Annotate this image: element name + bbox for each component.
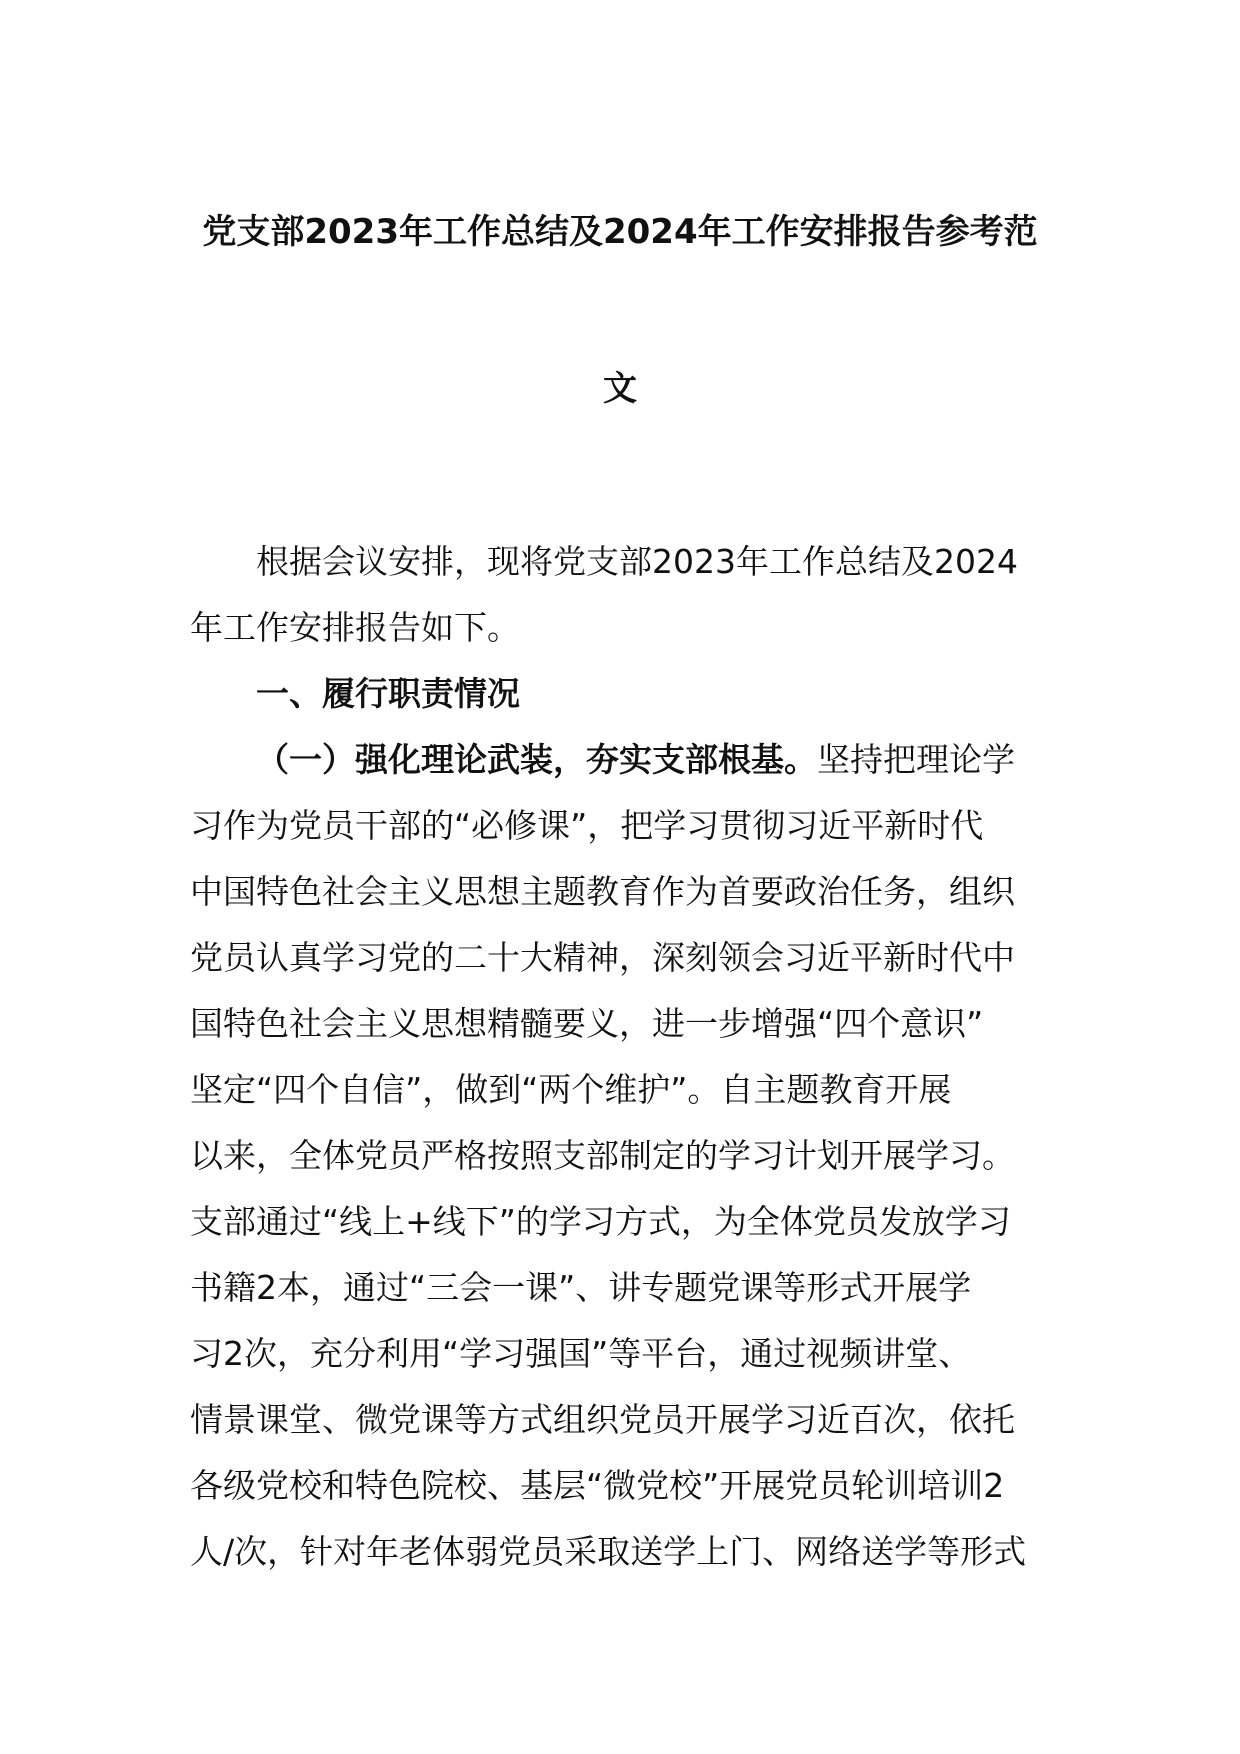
document-body — [190, 529, 1060, 1585]
intro-paragraph-line-1: 根据会议安排，现将党支部2023年工作总结及2024 — [256, 542, 1018, 581]
body-line: 情景课堂、微党课等方式组织党员开展学习近百次，依托 — [190, 1400, 1015, 1439]
body-line: 书籍2本，通过“三会一课”、讲专题党课等形式开展学 — [190, 1268, 972, 1307]
subsection-line-1 — [190, 727, 1060, 793]
section-heading: 一、履行职责情况 — [256, 674, 520, 713]
body-line: 各级党校和特色院校、基层“微党校”开展党员轮训培训2 — [190, 1466, 1005, 1505]
subsection-text-start: 坚持把理论学 — [817, 740, 1015, 779]
body-line: 坚定“四个自信”，做到“两个维护”。自主题教育开展 — [190, 1070, 952, 1109]
body-line: 人/次，针对年老体弱党员采取送学上门、网络送学等形式 — [190, 1532, 1027, 1571]
body-line: 习作为党员干部的“必修课”，把学习贯彻习近平新时代 — [190, 806, 984, 845]
body-line: 党员认真学习党的二十大精神，深刻领会习近平新时代中 — [190, 938, 1015, 977]
body-line: 以来，全体党员严格按照支部制定的学习计划开展学习。 — [190, 1136, 1015, 1175]
body-line: 支部通过“线上+线下”的学习方式，为全体党员发放学习 — [190, 1202, 1011, 1241]
document-title-line-1: 党支部2023年工作总结及2024年工作安排报告参考范 — [202, 212, 1038, 252]
intro-paragraph-line-2: 年工作安排报告如下。 — [190, 608, 520, 647]
body-line: 习2次，充分利用“学习强国”等平台，通过视频讲堂、 — [190, 1334, 972, 1373]
subsection-heading: （一）强化理论武装，夯实支部根基。 — [256, 740, 817, 779]
body-line: 国特色社会主义思想精髓要义，进一步增强“四个意识” — [190, 1004, 984, 1043]
document-title-line-2: 文 — [603, 369, 637, 409]
body-line: 中国特色社会主义思想主题教育作为首要政治任务，组织 — [190, 872, 1015, 911]
